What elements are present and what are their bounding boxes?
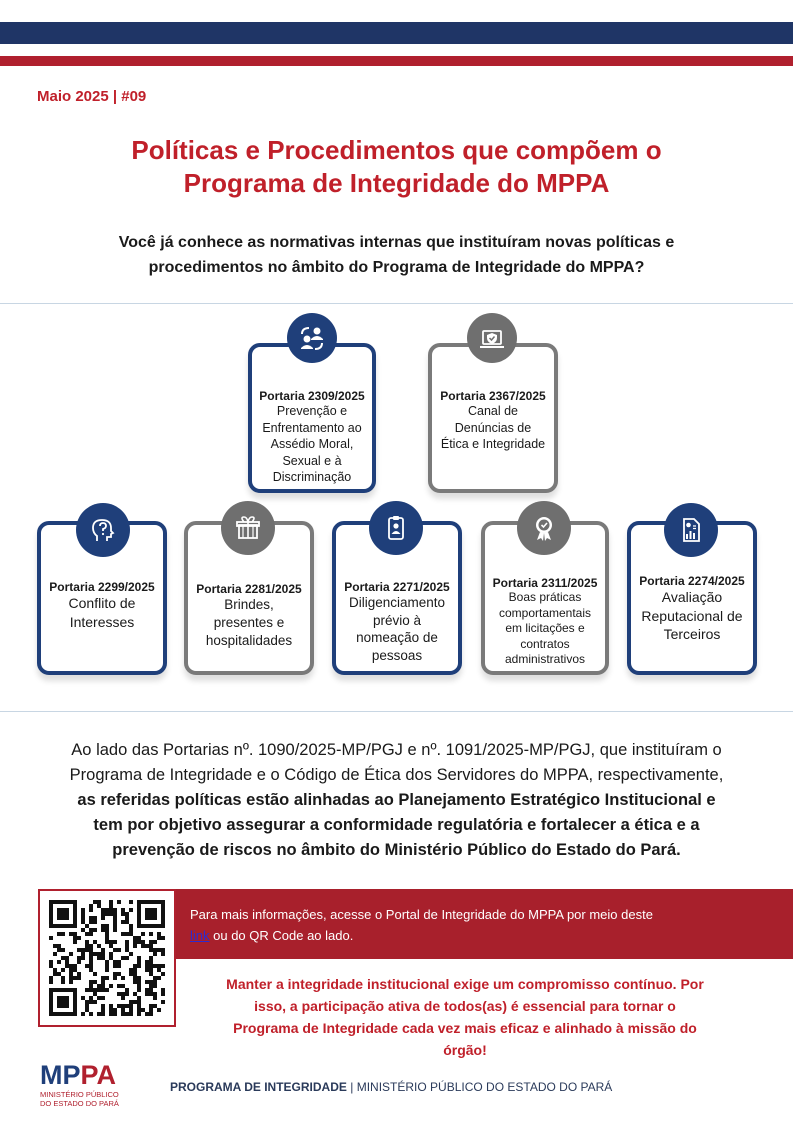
header-red-band xyxy=(0,56,793,66)
card-body-line: Avaliação xyxy=(661,589,723,605)
info-text xyxy=(190,904,780,946)
closing-line-1: Manter a integridade institucional exige um compromisso contínuo. Por xyxy=(226,976,704,992)
card-body-line: prévio à xyxy=(372,612,422,628)
body-line-2: Programa de Integridade e o Código de Ética dos Servidores do MPPA, respectivamente, xyxy=(69,766,724,784)
mppa-logo: MPPA MINISTÉRIO PÚBLICO DO ESTADO DO PARÁ xyxy=(40,1062,130,1108)
body-line-1: Ao lado das Portarias nº. 1090/2025-MP/PGJ e nº. 1091/2025-MP/PGJ, que instituíram o xyxy=(71,741,722,759)
card-body-line: Terceiros xyxy=(663,626,721,642)
card-body-line: Enfrentamento ao xyxy=(262,420,362,435)
card-body-line: presentes e xyxy=(213,615,285,630)
closing-line-4: órgão! xyxy=(443,1042,487,1058)
card-body-line: pessoas xyxy=(371,647,423,663)
card-body-line: Conflito de xyxy=(68,595,136,611)
info-text-part-1: Para mais informações, acesse o Portal de Integridade do MPPA por meio deste xyxy=(190,907,653,922)
card-body-line: Boas práticas xyxy=(508,590,582,604)
head-question-icon xyxy=(76,503,130,557)
closing-message xyxy=(180,973,750,1061)
card-body-line: hospitalidades xyxy=(205,633,293,648)
card-title: Portaria 2281/2025 xyxy=(196,582,302,596)
card-body-line: contratos xyxy=(520,636,570,651)
subtitle xyxy=(0,230,793,280)
page-title xyxy=(0,134,793,200)
card-body-line: Denúncias de xyxy=(454,420,532,435)
footer-program: PROGRAMA DE INTEGRIDADE xyxy=(170,1080,347,1094)
card-body-line: nomeação de xyxy=(356,630,438,645)
subtitle-line-1: Você já conhece as normativas internas que instituíram novas políticas e xyxy=(118,234,675,251)
card-title: Portaria 2311/2025 xyxy=(492,576,598,590)
card-body-line: Sexual e à xyxy=(282,453,342,468)
footer-caption xyxy=(170,1080,612,1094)
card-body-line: Brindes, xyxy=(224,597,274,612)
card-title: Portaria 2367/2025 xyxy=(440,389,546,403)
card-portaria-2367 xyxy=(428,343,558,493)
logo-subtitle-1: MINISTÉRIO PÚBLICO xyxy=(40,1090,119,1099)
card-title: Portaria 2271/2025 xyxy=(344,580,450,594)
closing-line-2: isso, a participação ativa de todos(as) é essencial para tornar o xyxy=(254,998,676,1014)
card-body-line: comportamentais xyxy=(498,605,592,620)
card-body-line: Assédio Moral, xyxy=(270,437,354,451)
gift-icon xyxy=(221,501,275,555)
card-body-line: Reputacional de xyxy=(641,607,743,624)
body-line-5: prevenção de riscos no âmbito do Ministério Público do Estado do Pará. xyxy=(112,841,681,859)
subtitle-line-2: procedimentos no âmbito do Programa de Integridade do MPPA? xyxy=(148,259,645,276)
badge-icon xyxy=(369,501,423,555)
closing-line-3: Programa de Integridade cada vez mais eficaz e alinhado à missão do xyxy=(233,1020,697,1036)
card-body-line: Ética e Integridade xyxy=(440,437,546,451)
title-line-1: Políticas e Procedimentos que compõem o xyxy=(131,135,662,165)
issue-label: Maio 2025 | #09 xyxy=(37,88,147,105)
title-line-2: Programa de Integridade do MPPA xyxy=(183,168,610,198)
divider-bottom xyxy=(0,711,793,712)
body-paragraph xyxy=(30,738,763,863)
card-body-line: Diligenciamento xyxy=(348,595,446,610)
award-ribbon-icon xyxy=(517,501,571,555)
card-body-line: administrativos xyxy=(504,652,586,666)
footer-org: | MINISTÉRIO PÚBLICO DO ESTADO DO PARÁ xyxy=(346,1080,613,1094)
qr-code[interactable] xyxy=(38,889,176,1027)
report-chart-icon xyxy=(664,503,718,557)
logo-subtitle-2: DO ESTADO DO PARÁ xyxy=(40,1098,119,1108)
people-exchange-icon xyxy=(287,313,337,363)
card-body-line: Interesses xyxy=(69,614,135,630)
card-portaria-2309 xyxy=(248,343,376,493)
card-title: Portaria 2299/2025 xyxy=(49,580,155,594)
divider-top xyxy=(0,303,793,304)
body-line-3: as referidas políticas estão alinhadas ao Planejamento Estratégico Institucional e xyxy=(77,791,716,809)
qr-code-image xyxy=(40,891,174,1025)
info-text-part-2: ou do QR Code ao lado. xyxy=(209,928,354,943)
card-body-line: em licitações e xyxy=(505,621,585,635)
body-line-4: tem por objetivo assegurar a conformidade regulatória e fortalecer a ética e a xyxy=(93,816,700,834)
header-navy-band xyxy=(0,22,793,44)
card-body-line: Prevenção e xyxy=(276,404,348,418)
card-title: Portaria 2274/2025 xyxy=(639,574,745,588)
card-title: Portaria 2309/2025 xyxy=(259,389,365,403)
portal-link[interactable]: link xyxy=(190,928,210,943)
card-body-line: Canal de xyxy=(467,404,519,418)
shield-laptop-icon xyxy=(467,313,517,363)
card-body-line: Discriminação xyxy=(272,470,352,484)
